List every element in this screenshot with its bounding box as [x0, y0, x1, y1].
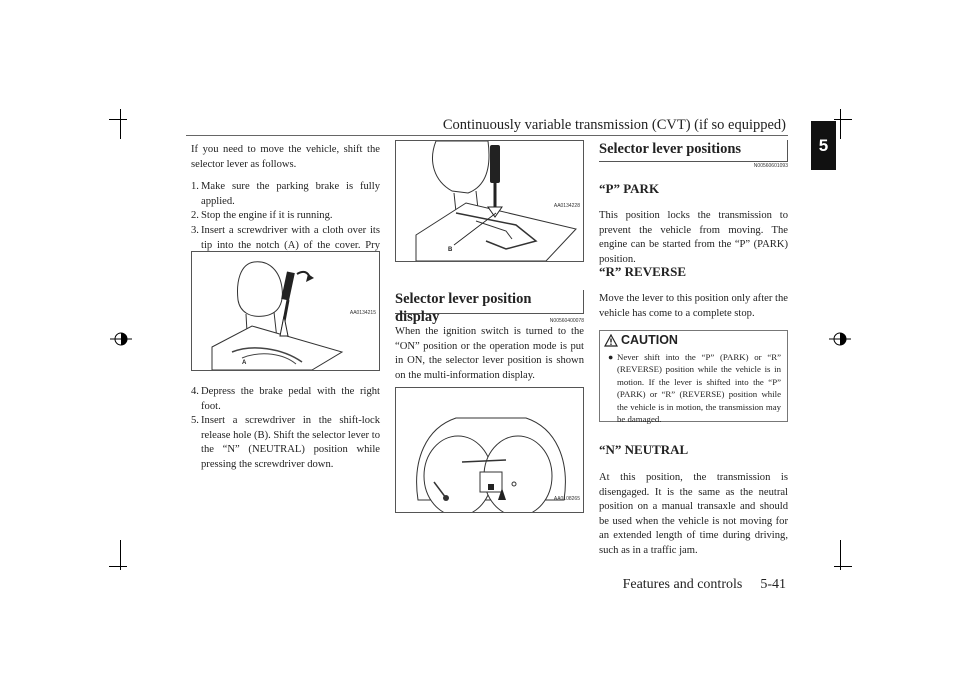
crop-mark [109, 566, 127, 567]
header-rule [186, 135, 788, 136]
document-id: N00560601093 [753, 163, 788, 169]
caution-title: CAUTION [621, 333, 678, 347]
registration-mark-left [110, 328, 132, 350]
section-heading-box [599, 140, 788, 162]
page-footer [623, 577, 786, 593]
step-item: 4. Depress the brake pedal with the right foot. [191, 386, 380, 412]
crop-mark [120, 540, 121, 570]
figure-label-b: B [448, 247, 453, 253]
document-id: N00560400078 [549, 318, 584, 324]
figure-shift-lock-release [395, 140, 584, 262]
section-heading-positions: Selector lever positions [599, 141, 742, 157]
column-1-continued [191, 385, 380, 473]
shift-lock-illustration [396, 141, 584, 262]
instrument-cluster-illustration [396, 388, 584, 513]
figure-remove-cover [191, 251, 380, 371]
park-paragraph: This position locks the transmission to prevent the vehicle from moving. The engine can be started from the “P” (PARK) position. [599, 210, 788, 265]
caution-box [599, 330, 788, 425]
park-heading: “P” PARK [599, 181, 660, 196]
column-1 [191, 143, 380, 268]
step-item: 1. Make sure the parking brake is fully applied. [191, 181, 380, 207]
crop-mark [834, 566, 852, 567]
crop-mark [109, 119, 127, 120]
footer-page-number: 5-41 [760, 577, 786, 592]
crop-mark [120, 109, 121, 139]
chapter-tab: 5 [811, 121, 836, 170]
running-header-title: Continuously variable transmission (CVT) (if so equipped) [442, 117, 786, 133]
neutral-heading: “N” NEUTRAL [599, 442, 689, 457]
crop-mark [834, 119, 852, 120]
reverse-heading: “R” REVERSE [599, 264, 687, 279]
step-item: 2. Stop the engine if it is running. [191, 210, 333, 222]
figure-multi-information-display [395, 387, 584, 513]
crop-mark [840, 540, 841, 570]
crop-mark [840, 109, 841, 139]
caution-text: Never shift into the “P” (PARK) or “R” (REVERSE) position while the vehicle is in motion. If the lever is shifted into the “P” (PARK) or “R” (REVERSE) position while the vehicle is in motion, the transmission may be damaged. [617, 352, 781, 425]
figure-code: AA0134228 [553, 203, 580, 209]
display-paragraph: When the ignition switch is turned to the “ON” position or the operation mode is put in ON, the selector lever position is shown on the multi-information display. [395, 326, 584, 381]
figure-label-a: A [242, 360, 247, 366]
bullet-icon: ● [608, 352, 614, 362]
park-paragraph-wrap [599, 209, 788, 267]
figure-code: AA0108265 [553, 496, 580, 502]
step-item: 3. Insert a screwdriver with a cloth over its tip into the notch (A) of the cover. Pry [191, 224, 380, 251]
figure-code: AA0134215 [349, 310, 376, 316]
intro-paragraph: If you need to move the vehicle, shift the selector lever as follows. [191, 144, 380, 170]
reverse-paragraph-wrap [599, 292, 788, 321]
neutral-paragraph-wrap [599, 471, 788, 559]
caution-body [600, 349, 787, 429]
footer-section: Features and controls [622, 577, 743, 592]
warning-triangle-icon [604, 334, 618, 347]
section-heading-display: Selector lever position display [395, 291, 532, 325]
caution-title-row [600, 331, 787, 349]
reverse-paragraph: Move the lever to this position only after the vehicle has come to a complete stop. [599, 293, 788, 319]
registration-mark-right [829, 328, 851, 350]
neutral-paragraph: At this position, the transmission is disengaged. It is the same as the neutral position on a manual transaxle and should be used when the vehicle is not moving for an extended length of time during driving, such as in a traffic jam. [599, 472, 788, 556]
column-2-body [395, 325, 584, 383]
step-item: 5. Insert a screwdriver in the shift-lock release hole (B). Shift the selector lever to the “N” (NEUTRAL) position while pressing the screwdriver down. [191, 415, 380, 470]
